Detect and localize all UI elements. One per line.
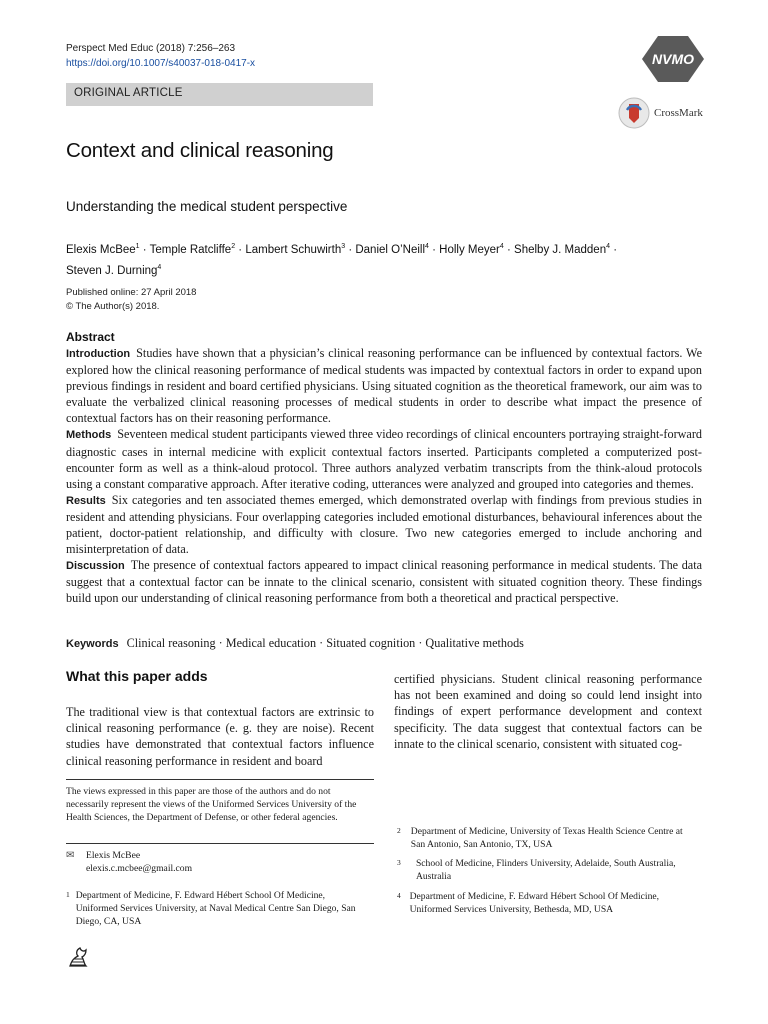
author-name: Steven J. Durning <box>66 264 158 277</box>
body-column-right <box>394 671 702 752</box>
author <box>355 244 439 256</box>
affiliation-1 <box>66 889 366 928</box>
crossmark-icon <box>618 97 650 129</box>
affiliation-text: Department of Medicine, University of Texas Health Science Centre at San Antonio, San Antonio, TX, USA <box>410 826 683 850</box>
keywords-label: Keywords <box>66 638 119 650</box>
author <box>150 244 246 256</box>
author-affiliation-marker: 4 <box>499 243 504 250</box>
section-text: Seventeen medical student participants viewed three video recordings of clinical encounters portraying straight-forward diagnostic cases in internal medicine with explicit contextual factors inserted. Participants completed a computerized post-encounter form as well as a think-aloud protocol. Three authors analyzed verbatim transcripts from the think-aloud protocols using a constant comparative approach. After iterative coding, utterances were analyzed and grouped into categories and themes. <box>66 427 702 491</box>
section-text: Six categories and ten associated themes emerged, which demonstrated overlap with findings from previous studies in resident and attending physicians. Four overlapping categories included emotional disturbances, behavioural inferences about the patient, doctor-patient relationship, and difficulty with closure. Two new categories emerged to include anchoring and misinterpretation of data. <box>66 492 702 557</box>
author-separator: · <box>345 243 356 256</box>
author-affiliation-marker: 3 <box>341 243 346 250</box>
article-type-banner: ORIGINAL ARTICLE <box>66 83 373 106</box>
affiliation-text: Department of Medicine, F. Edward Hébert School Of Medicine, Uniformed Services University, Bethesda, MD, USA <box>409 891 660 915</box>
affiliation-text: School of Medicine, Flinders University, Adelaide, South Australia, Australia <box>415 858 676 882</box>
article-subtitle: Understanding the medical student perspective <box>66 199 348 214</box>
section-label: Results <box>66 494 106 507</box>
envelope-icon: ✉ <box>66 850 75 861</box>
copyright-line: © The Author(s) 2018. <box>66 301 160 312</box>
author-affiliation-marker: 4 <box>157 263 162 271</box>
author <box>245 244 355 256</box>
affiliation-2 <box>397 825 697 851</box>
publication-info <box>66 286 196 314</box>
author-name: Shelby J. Madden <box>514 243 607 256</box>
published-date: Published online: 27 April 2018 <box>66 287 197 298</box>
author-list <box>66 238 686 280</box>
crossmark-label: CrossMark <box>654 107 703 119</box>
section-label: Methods <box>66 429 112 442</box>
journal-line: Perspect Med Educ (2018) 7:256–263 <box>66 43 235 54</box>
nvmo-logo <box>640 34 706 84</box>
affiliation-3 <box>397 857 697 883</box>
author <box>514 244 617 256</box>
footnote-divider <box>66 779 374 780</box>
abstract-methods <box>66 426 702 491</box>
doi-link[interactable]: https://doi.org/10.1007/s40037-018-0417-x <box>66 58 256 69</box>
what-this-paper-adds-heading: What this paper adds <box>66 668 208 684</box>
author <box>66 265 161 277</box>
affiliation-number: 4 <box>397 891 401 900</box>
contact-email[interactable]: elexis.c.mcbee@gmail.com <box>86 863 193 874</box>
springer-horse-icon <box>66 944 90 970</box>
journal-citation <box>66 41 255 71</box>
body-column-left <box>66 704 374 769</box>
author-separator: · <box>503 243 515 256</box>
affiliation-number: 2 <box>397 826 401 835</box>
affiliation-text: Department of Medicine, F. Edward Hébert School Of Medicine, Uniformed Services University, at Naval Medical Centre San Diego, San Diego, CA, USA <box>75 890 356 927</box>
abstract-heading: Abstract <box>66 330 115 344</box>
section-label: Introduction <box>66 348 131 360</box>
contact-name: Elexis McBee <box>86 850 141 861</box>
keywords-list: Clinical reasoning · Medical education · Situated cognition · Qualitative methods <box>126 636 524 650</box>
keywords <box>66 636 702 651</box>
nvmo-logo-text: NVMO <box>652 51 694 67</box>
author-name: Daniel O’Neill <box>355 243 426 256</box>
author-separator: · <box>428 243 440 256</box>
section-text: The presence of contextual factors appeared to impact clinical reasoning performance in medical students. The data suggest that a contextual factor can be innate to the clinical scenario, consistent with situated cognition theory. These findings build upon our understanding of clinical reasoning performance from both a theoretical and practical perspective. <box>66 558 702 606</box>
author <box>439 244 514 256</box>
author-separator: · <box>139 243 150 256</box>
abstract-body <box>66 345 702 607</box>
author-separator: · <box>610 243 618 256</box>
author-affiliation-marker: 1 <box>135 243 140 250</box>
author-name: Holly Meyer <box>439 243 500 256</box>
affiliation-4 <box>397 890 697 916</box>
author-name: Elexis McBee <box>66 243 136 256</box>
abstract-discussion <box>66 557 702 606</box>
author-name: Temple Ratcliffe <box>149 243 232 256</box>
affiliation-number: 1 <box>66 890 70 899</box>
author-name: Lambert Schuwirth <box>245 243 342 256</box>
section-label: Discussion <box>66 560 125 573</box>
author <box>66 244 150 256</box>
abstract-results <box>66 492 702 557</box>
corresponding-author <box>66 849 366 875</box>
paragraph: certified physicians. Student clinical reasoning performance has not been examined and doing so could lend insight into findings of expert performance development and context specificity. The data suggest that contextual factors can be innate to the clinical scenario, consistent with situated cog- <box>394 672 702 751</box>
contact-divider <box>66 843 374 844</box>
paragraph: The traditional view is that contextual factors are extrinsic to clinical reasoning performance (e. g. they are noise). Recent studies have demonstrated that contextual factors influence clinical reasoning performance in resident and board <box>66 705 374 768</box>
author-separator: · <box>235 243 246 256</box>
views-disclaimer: The views expressed in this paper are those of the authors and do not necessarily represent the views of the Uniformed Services University of the Health Sciences, the Department of Defense, or other federal agencies. <box>66 786 357 823</box>
affiliation-number: 3 <box>397 858 401 867</box>
abstract-introduction <box>66 345 702 426</box>
section-text: Studies have shown that a physician’s clinical reasoning performance can be influenced by contextual factors. We explored how the clinical reasoning performance of medical students was impacted by contextual factors in order to expand upon previous findings in resident and board certified physicians. Using situated cognition as the theoretical framework, our aim was to evaluate the verbalized clinical reasoning processes of medical students in order to describe what impact the presence of contextual factors has on their reasoning performance. <box>66 346 702 426</box>
author-affiliation-marker: 2 <box>231 243 236 250</box>
author-affiliation-marker: 4 <box>425 243 429 250</box>
article-title: Context and clinical reasoning <box>66 139 334 162</box>
crossmark-badge[interactable] <box>618 96 703 130</box>
author-affiliation-marker: 4 <box>606 243 610 250</box>
